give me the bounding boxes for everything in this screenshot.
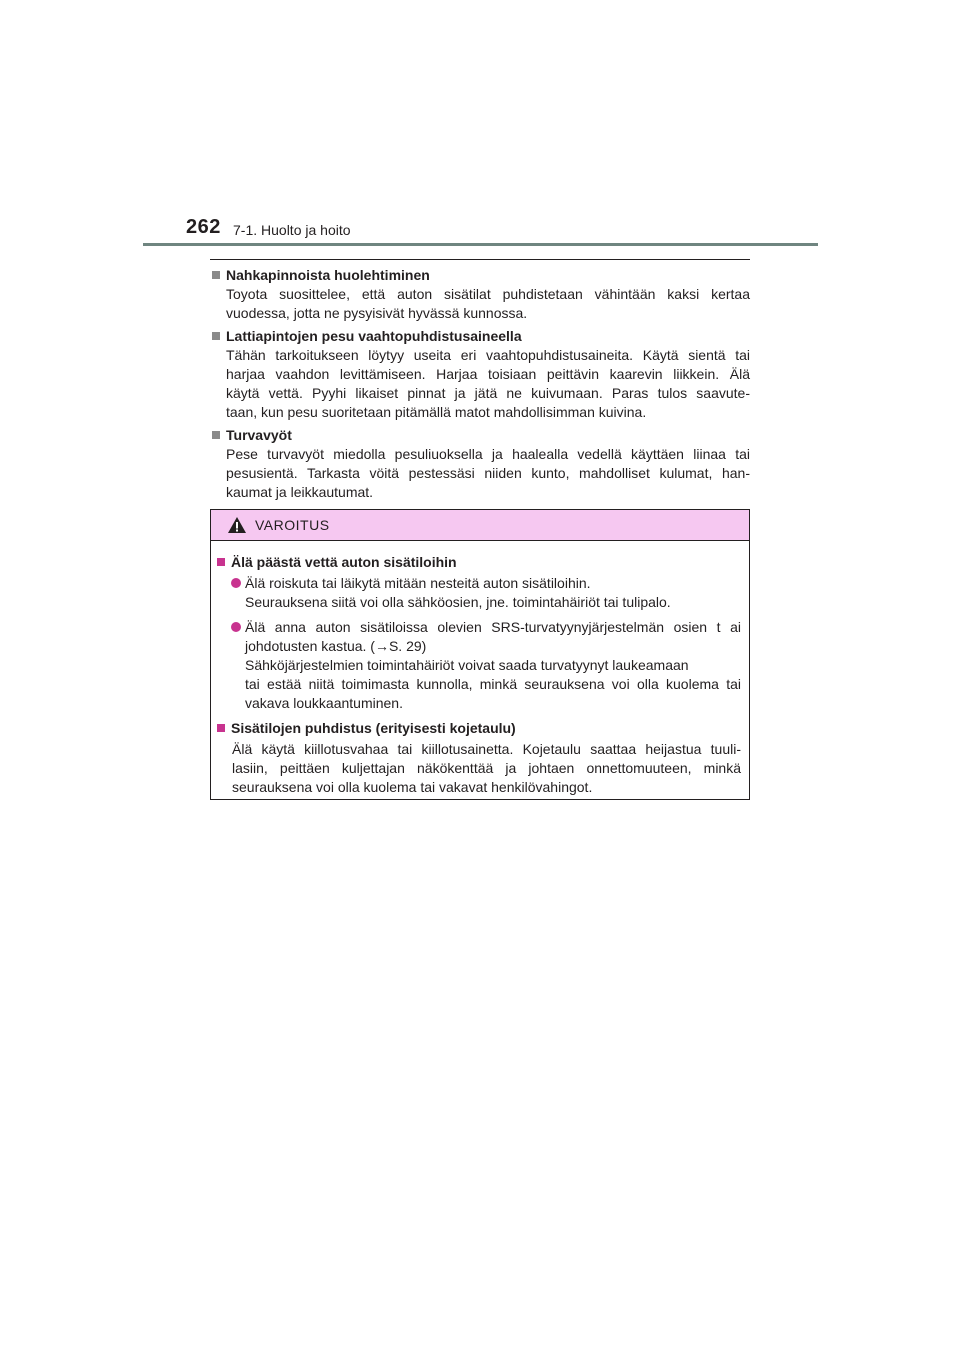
item-heading [210,266,750,285]
header-rule [143,243,818,246]
warning-title: VAROITUS [255,517,330,533]
body-line: kaumat ja leikkautumat. [226,484,374,500]
page-number: 262 [186,216,221,238]
body-line: lasiin, peittäen kuljettajan näkökenttää ja johtaen onnettomuuteen, minkä [232,760,741,776]
warning-bullet [215,618,741,713]
round-bullet-icon [231,622,241,632]
body-line: Toyota suosittelee, että auton sisätilat puhdistetaan vähintään kaksi kertaa [226,286,750,302]
warning-heading-text: Älä päästä vettä auton sisätiloihin [231,554,457,570]
bullet-text [245,618,741,713]
content-rule [210,259,750,260]
body-line: Pese turvavyöt miedolla pesuliuoksella ja haalealla vedellä käyttäen liinaa tai [226,446,750,462]
body-line: seurauksena voi olla kuolema tai vakavat henkilövahingot. [232,779,593,795]
item-body [210,445,750,502]
bullet-line: vakava loukkaantuminen. [245,695,403,711]
item-body [210,285,750,323]
warning-heading [215,553,741,572]
item-seatbelts [210,426,750,502]
body-line: käytä vettä. Pyyhi likaiset pinnat ja jätä ne kuivumaan. Paras tulos saavute- [226,385,750,401]
square-bullet-icon [217,558,225,566]
item-heading-text: Turvavyöt [226,427,292,443]
square-bullet-icon [212,271,220,279]
item-leather [210,266,750,323]
square-bullet-icon [212,431,220,439]
square-bullet-icon [212,332,220,340]
warning-body [211,541,749,797]
bullet-line: Sähköjärjestelmien toimintahäiriöt voivat saada turvatyynyt laukeamaan [245,657,689,673]
section-title: 7-1. Huolto ja hoito [233,222,351,238]
item-heading-text: Lattiapintojen pesu vaahtopuhdistusaineella [226,328,522,344]
bullet-line: johdotusten kastua. (→S. 29) [245,638,427,654]
warning-section-body [215,740,741,797]
warning-heading-text: Sisätilojen puhdistus (erityisesti kojetaulu) [231,720,516,736]
body-line: pesusientä. Tarkasta vöitä pestessäsi niiden kunto, mahdolliset kulumat, han- [226,465,750,481]
item-body [210,346,750,422]
square-bullet-icon [217,724,225,732]
item-heading [210,327,750,346]
bullet-line: Seurauksena siitä voi olla sähköosien, jne. toimintahäiriöt tai tulipalo. [245,594,671,610]
bullet-line: tai estää niitä toimimasta kunnolla, minkä seurauksena voi olla kuolema tai [245,676,741,692]
bullet-line: Älä anna auton sisätiloissa olevien SRS-turvatyynyjärjestelmän osien t ai [245,619,741,635]
body-line: taan, kun pesu suoritetaan pitämällä matot mahdollisimman kuivina. [226,404,647,420]
item-heading-text: Nahkapinnoista huolehtiminen [226,267,430,283]
bullet-text [245,574,741,612]
body-line: vuodessa, jotta ne pysyisivät hyvässä kunnossa. [226,305,528,321]
main-content [210,266,750,506]
item-heading [210,426,750,445]
body-line: Tähän tarkoitukseen löytyy useita eri vaahtopuhdistusaineita. Käytä sientä tai [226,347,750,363]
warning-bullet [215,574,741,612]
warning-triangle-icon [227,516,247,534]
warning-box [210,509,750,800]
round-bullet-icon [231,578,241,588]
warning-header [211,510,749,541]
body-line: Älä käytä kiillotusvahaa tai kiillotusainetta. Kojetaulu saattaa heijastua tuuli- [232,741,741,757]
warning-heading [215,719,741,738]
body-line: harjaa vaahdon levittämiseen. Harjaa toisiaan peittävin kaarevin liikkein. Älä [226,366,750,382]
item-floor [210,327,750,422]
bullet-line: Älä roiskuta tai läikytä mitään nesteitä auton sisätiloihin. [245,575,591,591]
